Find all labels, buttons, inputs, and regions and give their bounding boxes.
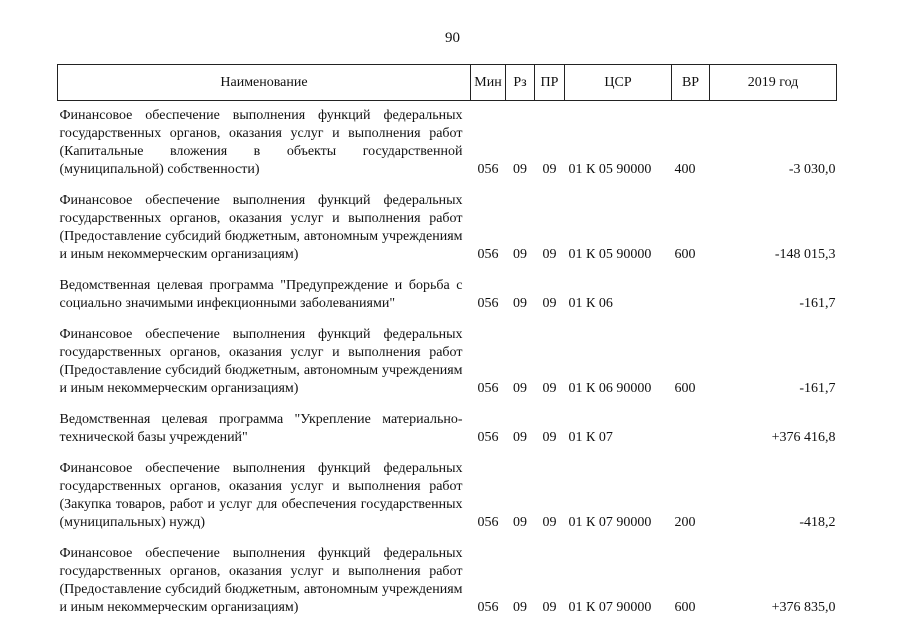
- row-rz: 09: [513, 247, 527, 262]
- row-min: 056: [477, 515, 499, 530]
- header-name: Наименование: [58, 65, 471, 101]
- row-rz: 09: [513, 162, 527, 177]
- header-vr: ВР: [672, 65, 710, 101]
- table-row: [58, 534, 837, 619]
- row-pr: 09: [542, 381, 557, 396]
- row-name: [58, 400, 471, 449]
- row-vr: 600: [674, 600, 696, 615]
- row-name: [58, 266, 471, 315]
- row-name-text: Финансовое обеспечение выполнения функций федеральных государственных органов, оказания услуг и выполнения работ (Предоставление субсидий бюджетным, автономным учреждениям и иным некоммерческим организациям): [59, 193, 463, 262]
- row-name: [58, 449, 471, 534]
- row-rz: 09: [513, 296, 527, 311]
- row-amount: +376 835,0: [771, 600, 836, 615]
- row-amount: -148 015,3: [774, 247, 836, 262]
- row-name-text: Ведомственная целевая программа "Укрепление материально-технической базы учреждений": [59, 412, 463, 445]
- row-name-text: Финансовое обеспечение выполнения функций федеральных государственных органов, оказания услуг и выполнения работ (Предоставление субсидий бюджетным, автономным учреждениям и иным некоммерческим организациям): [59, 327, 463, 396]
- row-name-text: Финансовое обеспечение выполнения функций федеральных государственных органов, оказания услуг и выполнения работ (Закупка товаров, работ и услуг для обеспечения государственных (муниципальных) нужд): [59, 461, 463, 530]
- row-min: 056: [477, 296, 499, 311]
- row-vr: 600: [674, 247, 696, 262]
- row-rz: 09: [513, 515, 527, 530]
- table-row: [58, 400, 837, 449]
- table-body: [58, 101, 837, 620]
- row-min: 056: [477, 600, 499, 615]
- row-csr: 01 К 07: [568, 430, 613, 445]
- table-row: [58, 449, 837, 534]
- row-vr: [672, 400, 710, 449]
- row-csr: 01 К 05 90000: [568, 162, 652, 177]
- header-pr: ПР: [535, 65, 565, 101]
- page-number: 90: [445, 30, 460, 46]
- row-csr: 01 К 07 90000: [568, 600, 652, 615]
- row-vr: 200: [674, 515, 696, 530]
- row-name: [58, 534, 471, 619]
- budget-table: [57, 64, 837, 619]
- row-csr: 01 К 06: [568, 296, 613, 311]
- row-rz: 09: [513, 600, 527, 615]
- row-csr: 01 К 07 90000: [568, 515, 652, 530]
- row-min: 056: [477, 381, 499, 396]
- row-name-text: Финансовое обеспечение выполнения функций федеральных государственных органов, оказания услуг и выполнения работ (Предоставление субсидий бюджетным, автономным учреждениям и иным некоммерческим организациям): [59, 546, 463, 615]
- row-amount: -3 030,0: [788, 162, 836, 177]
- header-csr: ЦСР: [565, 65, 672, 101]
- row-amount: -161,7: [799, 296, 836, 311]
- row-amount: -161,7: [799, 381, 836, 396]
- row-csr: 01 К 06 90000: [568, 381, 652, 396]
- header-min: Мин: [471, 65, 506, 101]
- row-amount: +376 416,8: [771, 430, 836, 445]
- row-pr: 09: [542, 515, 557, 530]
- table-row: [58, 266, 837, 315]
- table-row: [58, 101, 837, 182]
- header-row: [58, 65, 837, 101]
- row-min: 056: [477, 162, 499, 177]
- row-vr: 400: [674, 162, 696, 177]
- row-rz: 09: [513, 430, 527, 445]
- row-name-text: Ведомственная целевая программа "Предупреждение и борьба с социально значимыми инфекционными заболеваниями": [59, 278, 463, 311]
- table-header: [58, 65, 837, 101]
- header-rz: Рз: [506, 65, 535, 101]
- row-vr: 600: [674, 381, 696, 396]
- row-rz: 09: [513, 381, 527, 396]
- row-name-text: Финансовое обеспечение выполнения функций федеральных государственных органов, оказания услуг и выполнения работ (Капитальные вложения в объекты государственной (муниципальной) собственности): [59, 108, 463, 177]
- row-name: [58, 101, 471, 182]
- row-vr: [672, 266, 710, 315]
- row-csr: 01 К 05 90000: [568, 247, 652, 262]
- table-row: [58, 315, 837, 400]
- row-pr: 09: [542, 296, 557, 311]
- row-pr: 09: [542, 430, 557, 445]
- row-min: 056: [477, 247, 499, 262]
- row-name: [58, 315, 471, 400]
- row-pr: 09: [542, 600, 557, 615]
- row-pr: 09: [542, 162, 557, 177]
- header-year: 2019 год: [710, 65, 837, 101]
- row-pr: 09: [542, 247, 557, 262]
- row-name: [58, 181, 471, 266]
- row-amount: -418,2: [799, 515, 836, 530]
- row-min: 056: [477, 430, 499, 445]
- table-row: [58, 181, 837, 266]
